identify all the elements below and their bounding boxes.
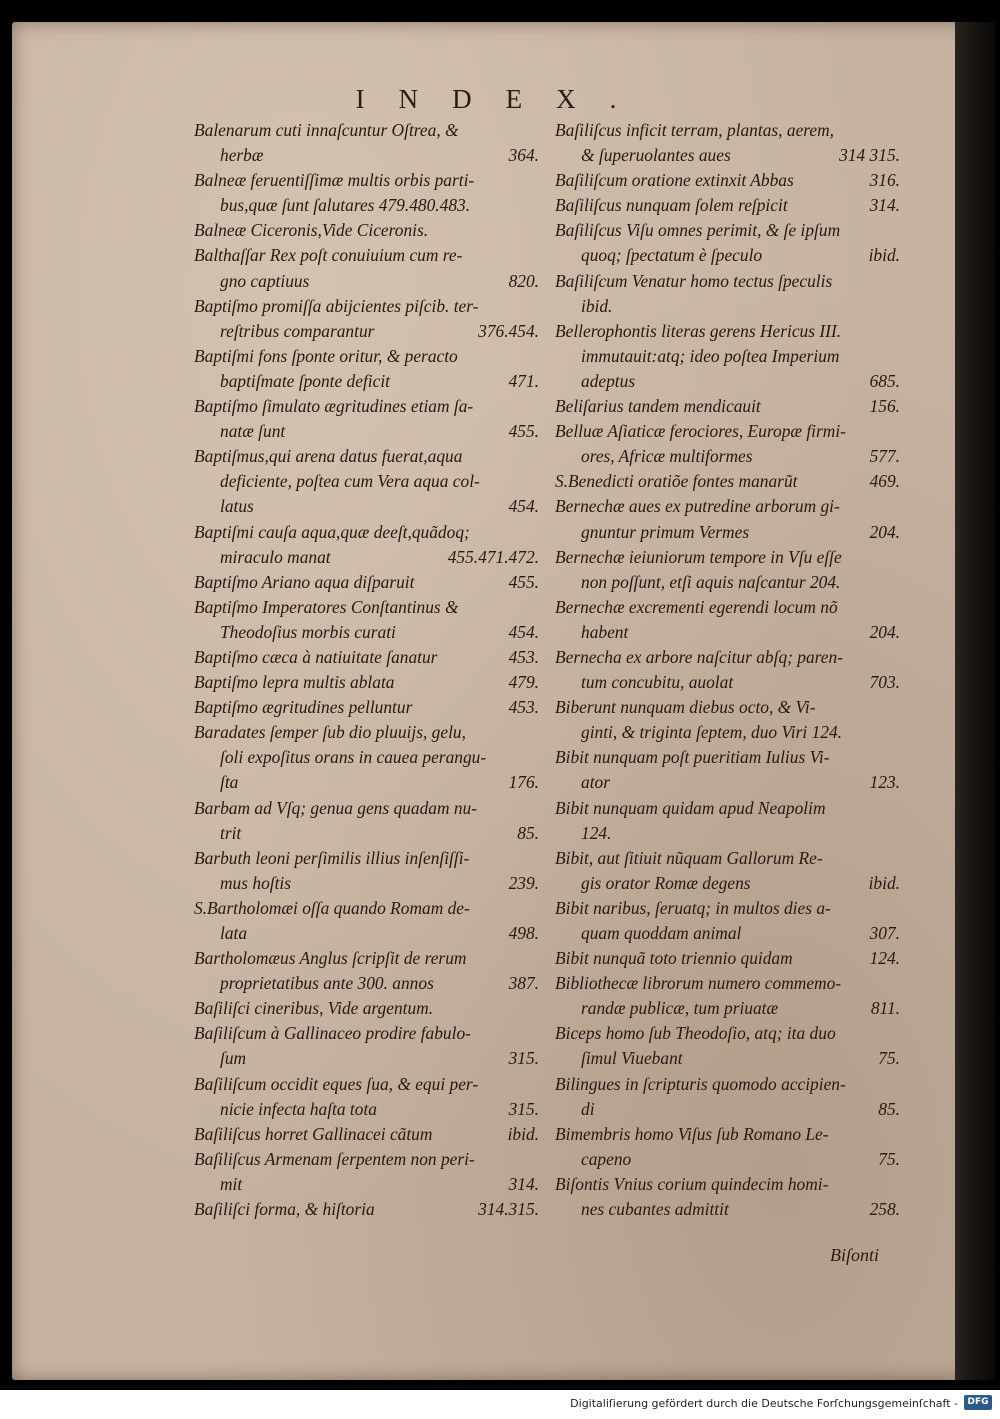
index-entry <box>194 118 539 168</box>
entry-line: lata <box>220 923 248 943</box>
index-entry <box>555 846 900 896</box>
index-column-left <box>194 118 539 1222</box>
page-edge <box>955 22 995 1380</box>
entry-line: Baptiſmo Ariano aqua diſparuit <box>194 571 415 592</box>
entry-line: quam quoddam animal <box>581 923 742 943</box>
footer-credit: Digitaliſierung gefördert durch die Deutsche Forſchungsgemeinſchaft - <box>570 1397 958 1410</box>
index-entry <box>194 1197 539 1222</box>
index-entry <box>194 1147 539 1197</box>
index-entry <box>194 1021 539 1071</box>
entry-line: Bibit, aut ſitiuit nũquam Gallorum Re- <box>555 847 823 868</box>
entry-line: baptiſmate ſponte deficit <box>220 370 391 391</box>
entry-line: Baptiſmo cæca à natiuitate ſanatur <box>194 646 438 667</box>
index-entry <box>555 545 900 595</box>
page-reference: 364. <box>508 145 539 166</box>
entry-line: Baptiſmo ægritudines pelluntur <box>194 697 413 718</box>
page-reference: 314. <box>869 195 900 216</box>
index-entry <box>555 645 900 695</box>
page-reference: 75. <box>878 1148 900 1169</box>
index-entry <box>555 1172 900 1222</box>
index-entry <box>194 1122 539 1147</box>
page-reference: ibid. <box>868 872 900 893</box>
entry-line: Bimembris homo Viſus ſub Romano Le- <box>555 1123 829 1144</box>
entry-line: reſtribus comparantur <box>220 320 375 341</box>
page-reference: 316. <box>869 170 900 191</box>
index-entry <box>555 745 900 795</box>
page-reference: 453. <box>508 646 539 667</box>
index-column-right <box>555 118 900 1222</box>
entry-line: latus <box>220 496 254 517</box>
page-reference: ibid. <box>507 1123 539 1144</box>
index-entry <box>194 645 539 670</box>
index-entry <box>555 469 900 494</box>
entry-line: Bibit nunquam quidam apud Neapolim <box>555 797 826 818</box>
entry-line: adeptus <box>581 370 636 391</box>
entry-line: ator <box>581 772 610 793</box>
page-reference: 315. <box>508 1048 539 1069</box>
index-entry <box>194 218 539 243</box>
entry-line: mit <box>220 1173 243 1194</box>
entry-line: Baſiliſcum Venatur homo tectus ſpeculis <box>555 270 833 291</box>
index-entry <box>555 168 900 193</box>
index-entry <box>555 118 900 168</box>
index-entry <box>555 269 900 319</box>
entry-line: capeno <box>581 1148 632 1169</box>
footer-bar <box>0 1390 1000 1419</box>
page-reference: 479. <box>508 672 539 693</box>
entry-line: Baſiliſcus Armenam ſerpentem non peri- <box>194 1148 475 1169</box>
page-reference: 239. <box>508 872 539 893</box>
page-reference: ibid. <box>868 245 900 266</box>
entry-line: herbæ <box>220 145 264 166</box>
page-reference: 85. <box>878 1098 900 1119</box>
entry-line: Bernechæ excrementi egerendi locum nõ <box>555 596 838 617</box>
index-entry <box>194 946 539 996</box>
running-head: INDEX. <box>355 84 651 114</box>
index-entry <box>194 520 539 570</box>
page-reference: 454. <box>508 621 539 642</box>
page-reference: 469. <box>869 471 900 492</box>
page-reference: 454. <box>508 496 539 517</box>
index-entry <box>555 896 900 946</box>
entry-line: Bibit naribus, ſeruatq; in multos dies a- <box>555 897 831 918</box>
index-entry <box>194 168 539 218</box>
page-reference: 820. <box>508 270 539 291</box>
entry-line: Barbuth leoni perſimilis illius inſenſiſſi- <box>194 847 470 868</box>
entry-line: trit <box>220 822 242 843</box>
entry-line: Balneæ Ciceronis,Vide Ciceronis. <box>194 220 429 241</box>
entry-line: Baradates ſemper ſub dio pluuijs, gelu, <box>194 722 466 743</box>
entry-line: Biberunt nunquam diebus octo, & Vi- <box>555 697 816 718</box>
index-entry <box>194 720 539 795</box>
index-entry <box>194 996 539 1021</box>
entry-line: bus,quæ ſunt ſalutares 479.480.483. <box>220 195 471 216</box>
page-reference: 376.454. <box>478 320 539 341</box>
index-entry <box>194 243 539 293</box>
entry-line: miraculo manat <box>220 546 331 567</box>
entry-line: randæ publicæ, tum priuatæ <box>581 998 779 1019</box>
page-reference: 455. <box>508 421 539 442</box>
entry-line: Baſiliſcus nunquam ſolem reſpicit <box>555 195 788 216</box>
entry-line: Bernechæ aues ex putredine arborum gi- <box>555 496 840 517</box>
entry-line: gis orator Romæ degens <box>581 872 751 893</box>
entry-line: ſoli expoſitus orans in cauea perangu- <box>220 747 487 768</box>
page-reference: 387. <box>508 973 539 994</box>
index-entry <box>194 695 539 720</box>
entry-line: Biſontis Vnius corium quindecim homi- <box>555 1173 829 1194</box>
entry-line: habent <box>581 621 629 642</box>
index-entry <box>555 193 900 218</box>
page-reference: 455.471.472. <box>447 546 539 567</box>
entry-line: di <box>581 1098 595 1119</box>
index-entry <box>555 419 900 469</box>
entry-line: Baſiliſcus horret Gallinacei cãtum <box>194 1123 433 1144</box>
index-entry <box>555 218 900 268</box>
page-reference: 307. <box>869 923 900 943</box>
entry-line: immutauit:atq; ideo poſtea Imperium <box>581 345 840 366</box>
page-reference: 124. <box>869 948 900 969</box>
entry-line: & ſuperuolantes aues <box>581 145 731 166</box>
index-entry <box>194 796 539 846</box>
catchword: Biſonti <box>830 1245 879 1265</box>
entry-line: Baptiſmi fons ſponte oritur, & peracto <box>194 345 458 366</box>
page-reference: 498. <box>508 923 539 943</box>
entry-line: gno captiuus <box>220 270 310 291</box>
index-entry <box>555 394 900 419</box>
dfg-logo-icon: DFG <box>964 1395 992 1410</box>
page-reference: 577. <box>869 446 900 467</box>
entry-line: gnuntur primum Vermes <box>581 521 750 542</box>
entry-line: Bellerophontis literas gerens Hericus III. <box>555 320 842 341</box>
entry-line: Baptiſmi cauſa aqua,quæ deeſt,quãdoq; <box>194 521 470 542</box>
index-entry <box>194 846 539 896</box>
index-entry <box>555 595 900 645</box>
index-entry <box>194 670 539 695</box>
entry-line: natæ ſunt <box>220 421 286 442</box>
index-entry <box>555 1021 900 1071</box>
page-reference: 204. <box>869 521 900 542</box>
entry-line: Bibit nunquã toto triennio quidam <box>555 948 793 969</box>
entry-line: ginti, & triginta ſeptem, duo Viri 124. <box>581 722 843 743</box>
entry-line: mus hoſtis <box>220 872 292 893</box>
entry-line: nes cubantes admittit <box>581 1199 729 1220</box>
page-reference: 811. <box>870 998 900 1019</box>
page-reference: 703. <box>869 672 900 693</box>
entry-line: Baſiliſcus Viſu omnes perimit, & ſe ipſum <box>555 220 841 241</box>
index-entry <box>194 570 539 595</box>
index-entry <box>555 971 900 1021</box>
entry-line: Balthaſſar Rex poſt conuiuium cum re- <box>194 245 463 266</box>
entry-line: S.Benedicti oratiõe fontes manarũt <box>555 471 798 492</box>
entry-line: Beliſarius tandem mendicauit <box>555 396 761 417</box>
index-entry <box>194 1072 539 1122</box>
page-reference: 85. <box>517 822 539 843</box>
entry-line: Baptiſmo ſimulato ægritudines etiam ſa- <box>194 396 474 417</box>
entry-line: tum concubitu, auolat <box>581 672 734 693</box>
index-entry <box>555 494 900 544</box>
entry-line: Baptiſmo promiſſa abijcientes piſcib. ter- <box>194 295 479 316</box>
page-reference: 314.315. <box>478 1199 539 1220</box>
entry-line: ſta <box>220 772 239 793</box>
entry-line: Balenarum cuti innaſcuntur Oſtrea, & <box>194 120 459 140</box>
entry-line: Baſiliſcum à Gallinaceo prodire fabulo- <box>194 1023 471 1044</box>
page-reference: 156. <box>869 396 900 417</box>
index-entry <box>555 796 900 846</box>
index-entry <box>194 294 539 344</box>
entry-line: S.Bartholomæi oſſa quando Romam de- <box>194 897 470 918</box>
page-reference: 314. <box>508 1173 539 1194</box>
index-entry <box>555 1072 900 1122</box>
entry-line: Baſiliſcus inficit terram, plantas, aerem, <box>555 120 835 140</box>
entry-line: non poſſunt, etſi aquis naſcantur 204. <box>581 571 841 592</box>
index-entry <box>194 896 539 946</box>
entry-line: Barbam ad Vſq; genua gens quadam nu- <box>194 797 478 818</box>
entry-line: 124. <box>581 822 612 843</box>
index-entry <box>555 319 900 394</box>
page-reference: 258. <box>869 1199 900 1220</box>
index-entry <box>194 394 539 444</box>
page-reference: 176. <box>508 772 539 793</box>
book-page <box>12 22 974 1380</box>
page-reference: 471. <box>508 370 539 391</box>
entry-line: Belluæ Aſiaticæ ferociores, Europæ firmi- <box>555 421 846 442</box>
entry-line: deficiente, poſtea cum Vera aqua col- <box>220 471 480 492</box>
entry-line: Bibit nunquam poſt pueritiam Iulius Vi- <box>555 747 830 768</box>
index-entry <box>555 695 900 745</box>
index-entry <box>194 344 539 394</box>
index-entry <box>194 444 539 519</box>
entry-line: ibid. <box>581 295 613 316</box>
page-reference: 123. <box>869 772 900 793</box>
page-reference: 453. <box>508 697 539 718</box>
entry-line: ores, Africæ multiformes <box>581 446 753 467</box>
index-entry <box>555 946 900 971</box>
entry-line: Theodoſius morbis curati <box>220 621 396 642</box>
entry-line: Baſiliſci forma, & hiſtoria <box>194 1199 375 1220</box>
entry-line: Bernechæ ieiuniorum tempore in Vſu eſſe <box>555 546 842 567</box>
entry-line: Bilingues in ſcripturis quomodo accipien- <box>555 1073 846 1094</box>
entry-line: Baſiliſci cineribus, Vide argentum. <box>194 998 434 1019</box>
page-reference: 685. <box>869 370 900 391</box>
entry-line: Baptiſmo Imperatores Conſtantinus & <box>194 596 459 617</box>
index-entry <box>194 595 539 645</box>
page-reference: 314 315. <box>839 145 900 166</box>
entry-line: Bernecha ex arbore naſcitur abſq; paren- <box>555 646 843 667</box>
entry-line: Balneæ feruentiſſimæ multis orbis parti- <box>194 170 475 191</box>
entry-line: quoq; ſpectatum è ſpeculo <box>581 245 763 266</box>
entry-line: Bartholomæus Anglus ſcripſit de rerum <box>194 948 467 969</box>
entry-line: Baſiliſcum occidit eques ſua, & equi per- <box>194 1073 479 1094</box>
entry-line: Baſiliſcum oratione extinxit Abbas <box>555 170 794 191</box>
entry-line: nicie infecta haſta tota <box>220 1098 377 1119</box>
entry-line: ſimul Viuebant <box>581 1048 683 1069</box>
entry-line: Bibliothecæ librorum numero commemo- <box>555 973 842 994</box>
entry-line: proprietatibus ante 300. annos <box>220 973 434 994</box>
page-reference: 455. <box>508 571 539 592</box>
entry-line: Baptiſmo lepra multis ablata <box>194 672 395 693</box>
entry-line: Baptiſmus,qui arena datus fuerat,aqua <box>194 446 463 467</box>
page-reference: 204. <box>869 621 900 642</box>
entry-line: ſum <box>220 1048 247 1069</box>
index-entry <box>555 1122 900 1172</box>
entry-line: Biceps homo ſub Theodoſio, atq; ita duo <box>555 1023 836 1044</box>
page-reference: 75. <box>878 1048 900 1069</box>
page-reference: 315. <box>508 1098 539 1119</box>
